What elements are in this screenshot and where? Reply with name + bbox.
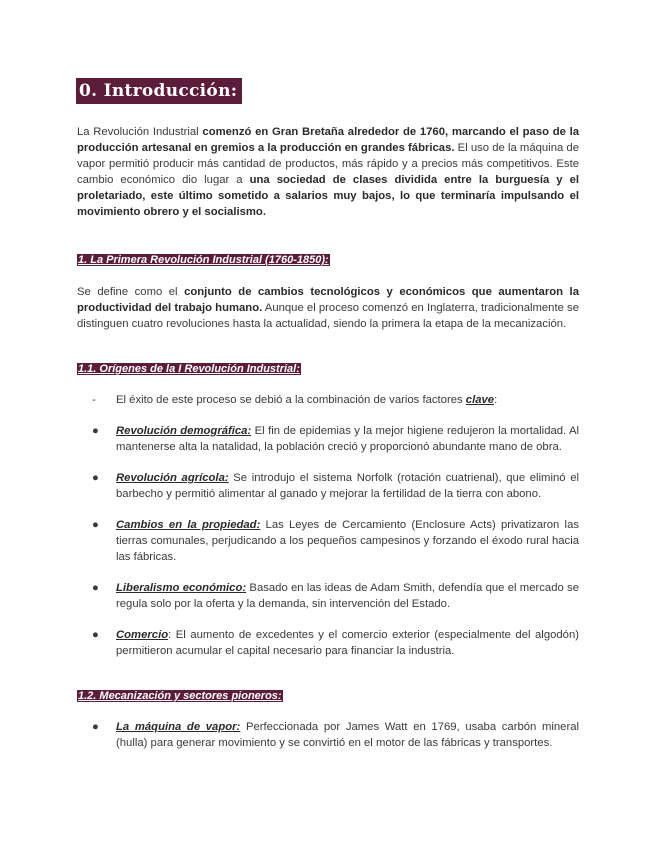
mechanization-list xyxy=(92,719,579,751)
section-1-bold-1: conjunto de cambios tecnológicos y económicos que aumentaron la productividad del trabajo humano. xyxy=(77,286,579,314)
list-item xyxy=(92,423,579,455)
list-item-term: Liberalismo económico: xyxy=(116,582,247,594)
list-item-text: El fin de epidemias y la mejor higiene redujeron la mortalidad. Al mantenerse alta la natalidad, la población creció y proporcionó abundante mano de obra. xyxy=(116,425,579,453)
list-item-text: Se introdujo el sistema Norfolk (rotación cuatrienal), que eliminó el barbecho y permitió alimentar al ganado y mejorar la fertilidad de la tierra con abono. xyxy=(116,472,579,500)
intro-paragraph xyxy=(77,124,579,220)
list-item-term: Revolución agrícola: xyxy=(116,472,229,484)
bullet-icon: ● xyxy=(92,472,99,484)
list-item xyxy=(92,580,579,612)
list-item-term: Comercio xyxy=(116,629,169,641)
section-1-1-heading-text: 1.1. Orígenes de la I Revolución Industrial: xyxy=(78,363,300,375)
bullet-icon: ● xyxy=(92,519,99,531)
list-item-text: Las Leyes de Cercamiento (Enclosure Acts) privatizaron las tierras comunales, perjudicando a los pequeños campesinos y forzando el éxodo rural hacia las fábricas. xyxy=(116,519,579,563)
bullet-icon: ● xyxy=(92,582,99,594)
page-title: 0. Introducción: xyxy=(76,78,242,104)
section-1-heading xyxy=(77,250,579,268)
dash-marker: - xyxy=(92,394,96,406)
list-item-term: Revolución demográfica: xyxy=(116,425,252,437)
intro-text-2: El uso de la máquina de vapor permitió producir más cantidad de productos, más rápido y a precios más competitivos. Este cambio económico dio lugar a xyxy=(77,142,579,186)
list-item xyxy=(92,470,579,502)
list-item-text: : El aumento de excedentes y el comercio exterior (especialmente del algodón) permitieron acumular el capital necesario para financiar la industria. xyxy=(116,629,579,657)
list-item-text: Perfeccionada por James Watt en 1769, usaba carbón mineral (hulla) para generar movimiento y se convirtió en el motor de las fábricas y transportes. xyxy=(116,721,579,749)
factors-list xyxy=(92,423,579,659)
list-item-term: La máquina de vapor: xyxy=(116,721,241,733)
list-item-text: Basado en las ideas de Adam Smith, defendía que el mercado se regula solo por la oferta y la demanda, sin intervención del Estado. xyxy=(116,582,579,610)
intro-bold-1: comenzó en Gran Bretaña alrededor de 1760, marcando el paso de la producción artesanal en gremios a la producción en grandes fábricas. xyxy=(77,126,580,154)
list-item xyxy=(92,517,579,565)
list-item xyxy=(92,719,579,751)
bullet-icon: ● xyxy=(92,721,99,733)
section-1-heading-text: 1. La Primera Revolución Industrial (1760-1850): xyxy=(78,254,329,266)
bullet-icon: ● xyxy=(92,425,99,437)
section-1-text-2: Aunque el proceso comenzó en Inglaterra, tradicionalmente se distinguen cuatro revoluciones hasta la actualidad, siendo la primera la etapa de la mecanización. xyxy=(77,302,579,330)
list-item-term: clave xyxy=(465,394,495,406)
bullet-icon: ● xyxy=(92,629,99,641)
list-item xyxy=(92,392,579,408)
section-1-2-heading xyxy=(77,687,579,704)
intro-bold-2: una sociedad de clases dividida entre la burguesía y el proletariado, este último sometido a salarios muy bajos, lo que terminaría impulsando el movimiento obrero y el socialismo. xyxy=(77,174,579,218)
list-item-term: Cambios en la propiedad: xyxy=(116,519,261,531)
section-1-paragraph xyxy=(77,284,579,332)
list-item-text: El éxito de este proceso se debió a la combinación de varios factores xyxy=(116,394,466,406)
section-1-2-heading-text: 1.2. Mecanización y sectores pioneros: xyxy=(78,690,282,702)
factors-intro-list xyxy=(92,392,579,408)
list-item xyxy=(92,627,579,659)
section-1-text-1: Se define como el xyxy=(77,286,185,298)
intro-text-1: La Revolución Industrial xyxy=(77,126,203,138)
section-1-1-heading xyxy=(77,360,579,377)
list-item-end: : xyxy=(494,394,498,406)
